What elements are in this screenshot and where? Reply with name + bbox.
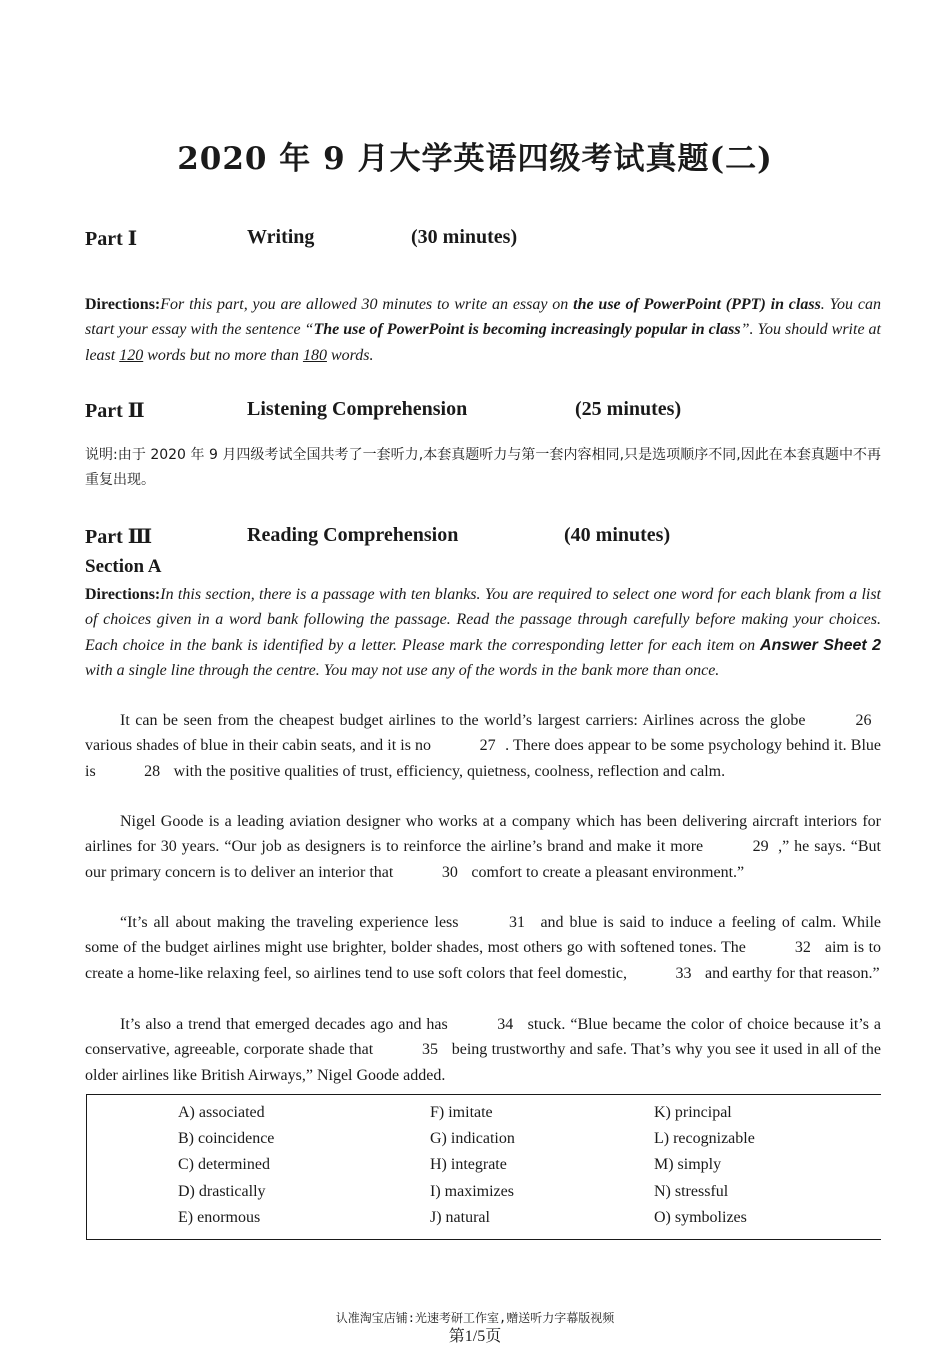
writing-start-sentence: The use of PowerPoint is becoming increasingly popular in class [313, 321, 741, 339]
part-3-header [85, 524, 885, 550]
part-2-name: Listening Comprehension [247, 398, 468, 420]
writing-directions-text-3: ”. You should write at least [85, 321, 881, 364]
blank-27: 27 [479, 737, 496, 755]
word-bank-item: D) drastically [178, 1183, 266, 1200]
footer-note: 认准淘宝店铺:光速考研工作室,赠送听力字幕版视频 [335, 1311, 615, 1325]
passage-text: Nigel Goode is a leading aviation designer who works at a company which has been delivering aircraft interiors for airlines for 30 years. “Our job as designers is to reinforce the airline’s brand and make it more [85, 813, 881, 856]
reading-directions [85, 582, 881, 683]
writing-directions [85, 292, 881, 368]
passage-paragraph-3 [85, 910, 881, 986]
blank-32: 32 [794, 939, 811, 957]
reading-directions-text-2: with a single line through the centre. You may not use any of the words in the bank more than once. [85, 661, 720, 679]
passage-text: It’s also a trend that emerged decades ago and has [120, 1016, 453, 1033]
page-title: 2020 年 9 月大学英语四级考试真题(二) [177, 141, 773, 177]
blank-28: 28 [144, 762, 161, 780]
reading-directions-label: Directions: [85, 586, 161, 603]
passage-text: being trustworthy and safe. That’s why you see it used in all of the older airlines like British Airways,” Nigel Goode added. [85, 1041, 881, 1084]
word-bank-item: N) stressful [654, 1183, 729, 1200]
blank-33: 33 [675, 964, 692, 982]
part-2-header [85, 398, 885, 424]
writing-directions-text-1: For this part, you are allowed 30 minutes to write an essay on [160, 296, 574, 313]
passage-text: stuck. “Blue became the color of choice because it’s a conservative, agreeable, corporate shade that [85, 1016, 882, 1059]
word-bank-item: B) coincidence [178, 1130, 275, 1147]
blank-31: 31 [508, 914, 525, 931]
word-bank-item: M) simply [654, 1156, 722, 1173]
passage-text: comfort to create a pleasant environment.” [467, 863, 745, 881]
word-bank [86, 1094, 881, 1240]
writing-directions-label: Directions: [85, 296, 161, 313]
word-bank-item: J) natural [430, 1209, 490, 1226]
part-1-name: Writing [247, 226, 315, 248]
blank-29: 29 [752, 838, 769, 856]
section-a-heading: Section A [85, 556, 162, 577]
part-2-label: Part Ⅱ [85, 400, 145, 422]
passage-text: and earthy for that reason.” [701, 964, 880, 982]
word-bank-item: C) determined [178, 1156, 270, 1173]
writing-directions-text-5: words. [326, 346, 374, 364]
passage-paragraph-2 [85, 809, 881, 885]
blank-34: 34 [497, 1016, 514, 1033]
part-1-header [85, 226, 885, 252]
reading-directions-text-1: In this section, there is a passage with ten blanks. You are required to select one word for each blank from a list of choices given in a word bank following the passage. Read the passage through carefully before making your choices. Each choice in the bank is identified by a letter. Please mark the corresponding letter for each item on [85, 586, 881, 654]
word-bank-item: A) associated [178, 1104, 265, 1121]
writing-max-words: 180 [302, 346, 327, 364]
writing-directions-text-4: words but no more than [143, 346, 303, 364]
word-bank-item: E) enormous [178, 1209, 261, 1226]
page-number: 第1/5页 [448, 1328, 502, 1345]
passage-text: ,” he says. “But our primary concern is to deliver an interior that [85, 838, 882, 881]
blank-26: 26 [855, 712, 872, 729]
word-bank-item: K) principal [654, 1104, 732, 1121]
answer-sheet-label: Answer Sheet 2 [760, 636, 882, 654]
passage-text: various shades of blue in their cabin seats, and it is no [85, 737, 436, 755]
passage-text: . There does appear to be some psychology behind it. Blue is [85, 737, 881, 780]
word-bank-item: G) indication [430, 1130, 515, 1147]
writing-topic: the use of PowerPoint (PPT) in class [573, 296, 821, 313]
passage-text: aim is to create a home-like relaxing feel, so airlines tend to use soft colors that feel domestic, [85, 939, 882, 982]
listening-note: 说明:由于 2020 年 9 月四级考试全国共考了一套听力,本套真题听力与第一套内容相同,只是选项顺序不同,因此在本套真题中不再重复出现。 [85, 447, 881, 488]
word-bank-item: H) integrate [430, 1156, 507, 1173]
part-1-time: (30 minutes) [411, 226, 518, 248]
blank-30: 30 [441, 863, 458, 881]
writing-min-words: 120 [119, 346, 144, 364]
word-bank-item: O) symbolizes [654, 1209, 747, 1226]
writing-directions-text-2: . You can start your essay with the sentence “ [85, 296, 881, 339]
word-bank-item: I) maximizes [430, 1183, 514, 1200]
passage-text: It can be seen from the cheapest budget airlines to the world’s largest carriers: Airlines across the globe [120, 712, 811, 729]
part-3-time: (40 minutes) [564, 524, 671, 546]
blank-35: 35 [421, 1041, 438, 1059]
passage-paragraph-1 [85, 708, 881, 784]
word-bank-item: F) imitate [430, 1104, 493, 1121]
passage-text: “It’s all about making the traveling experience less [120, 914, 465, 931]
part-3-name: Reading Comprehension [247, 524, 459, 546]
passage-text: and blue is said to induce a feeling of calm. While some of the budget airlines might use brighter, bolder shades, most others go with softened tones. The [85, 914, 882, 957]
passage-paragraph-4 [85, 1012, 881, 1088]
part-2-time: (25 minutes) [575, 398, 682, 420]
part-1-label: Part Ⅰ [85, 228, 138, 250]
word-bank-item: L) recognizable [654, 1130, 755, 1147]
passage-text: with the positive qualities of trust, efficiency, quietness, coolness, reflection and calm. [169, 762, 726, 780]
part-3-label: Part Ⅲ [85, 526, 153, 548]
